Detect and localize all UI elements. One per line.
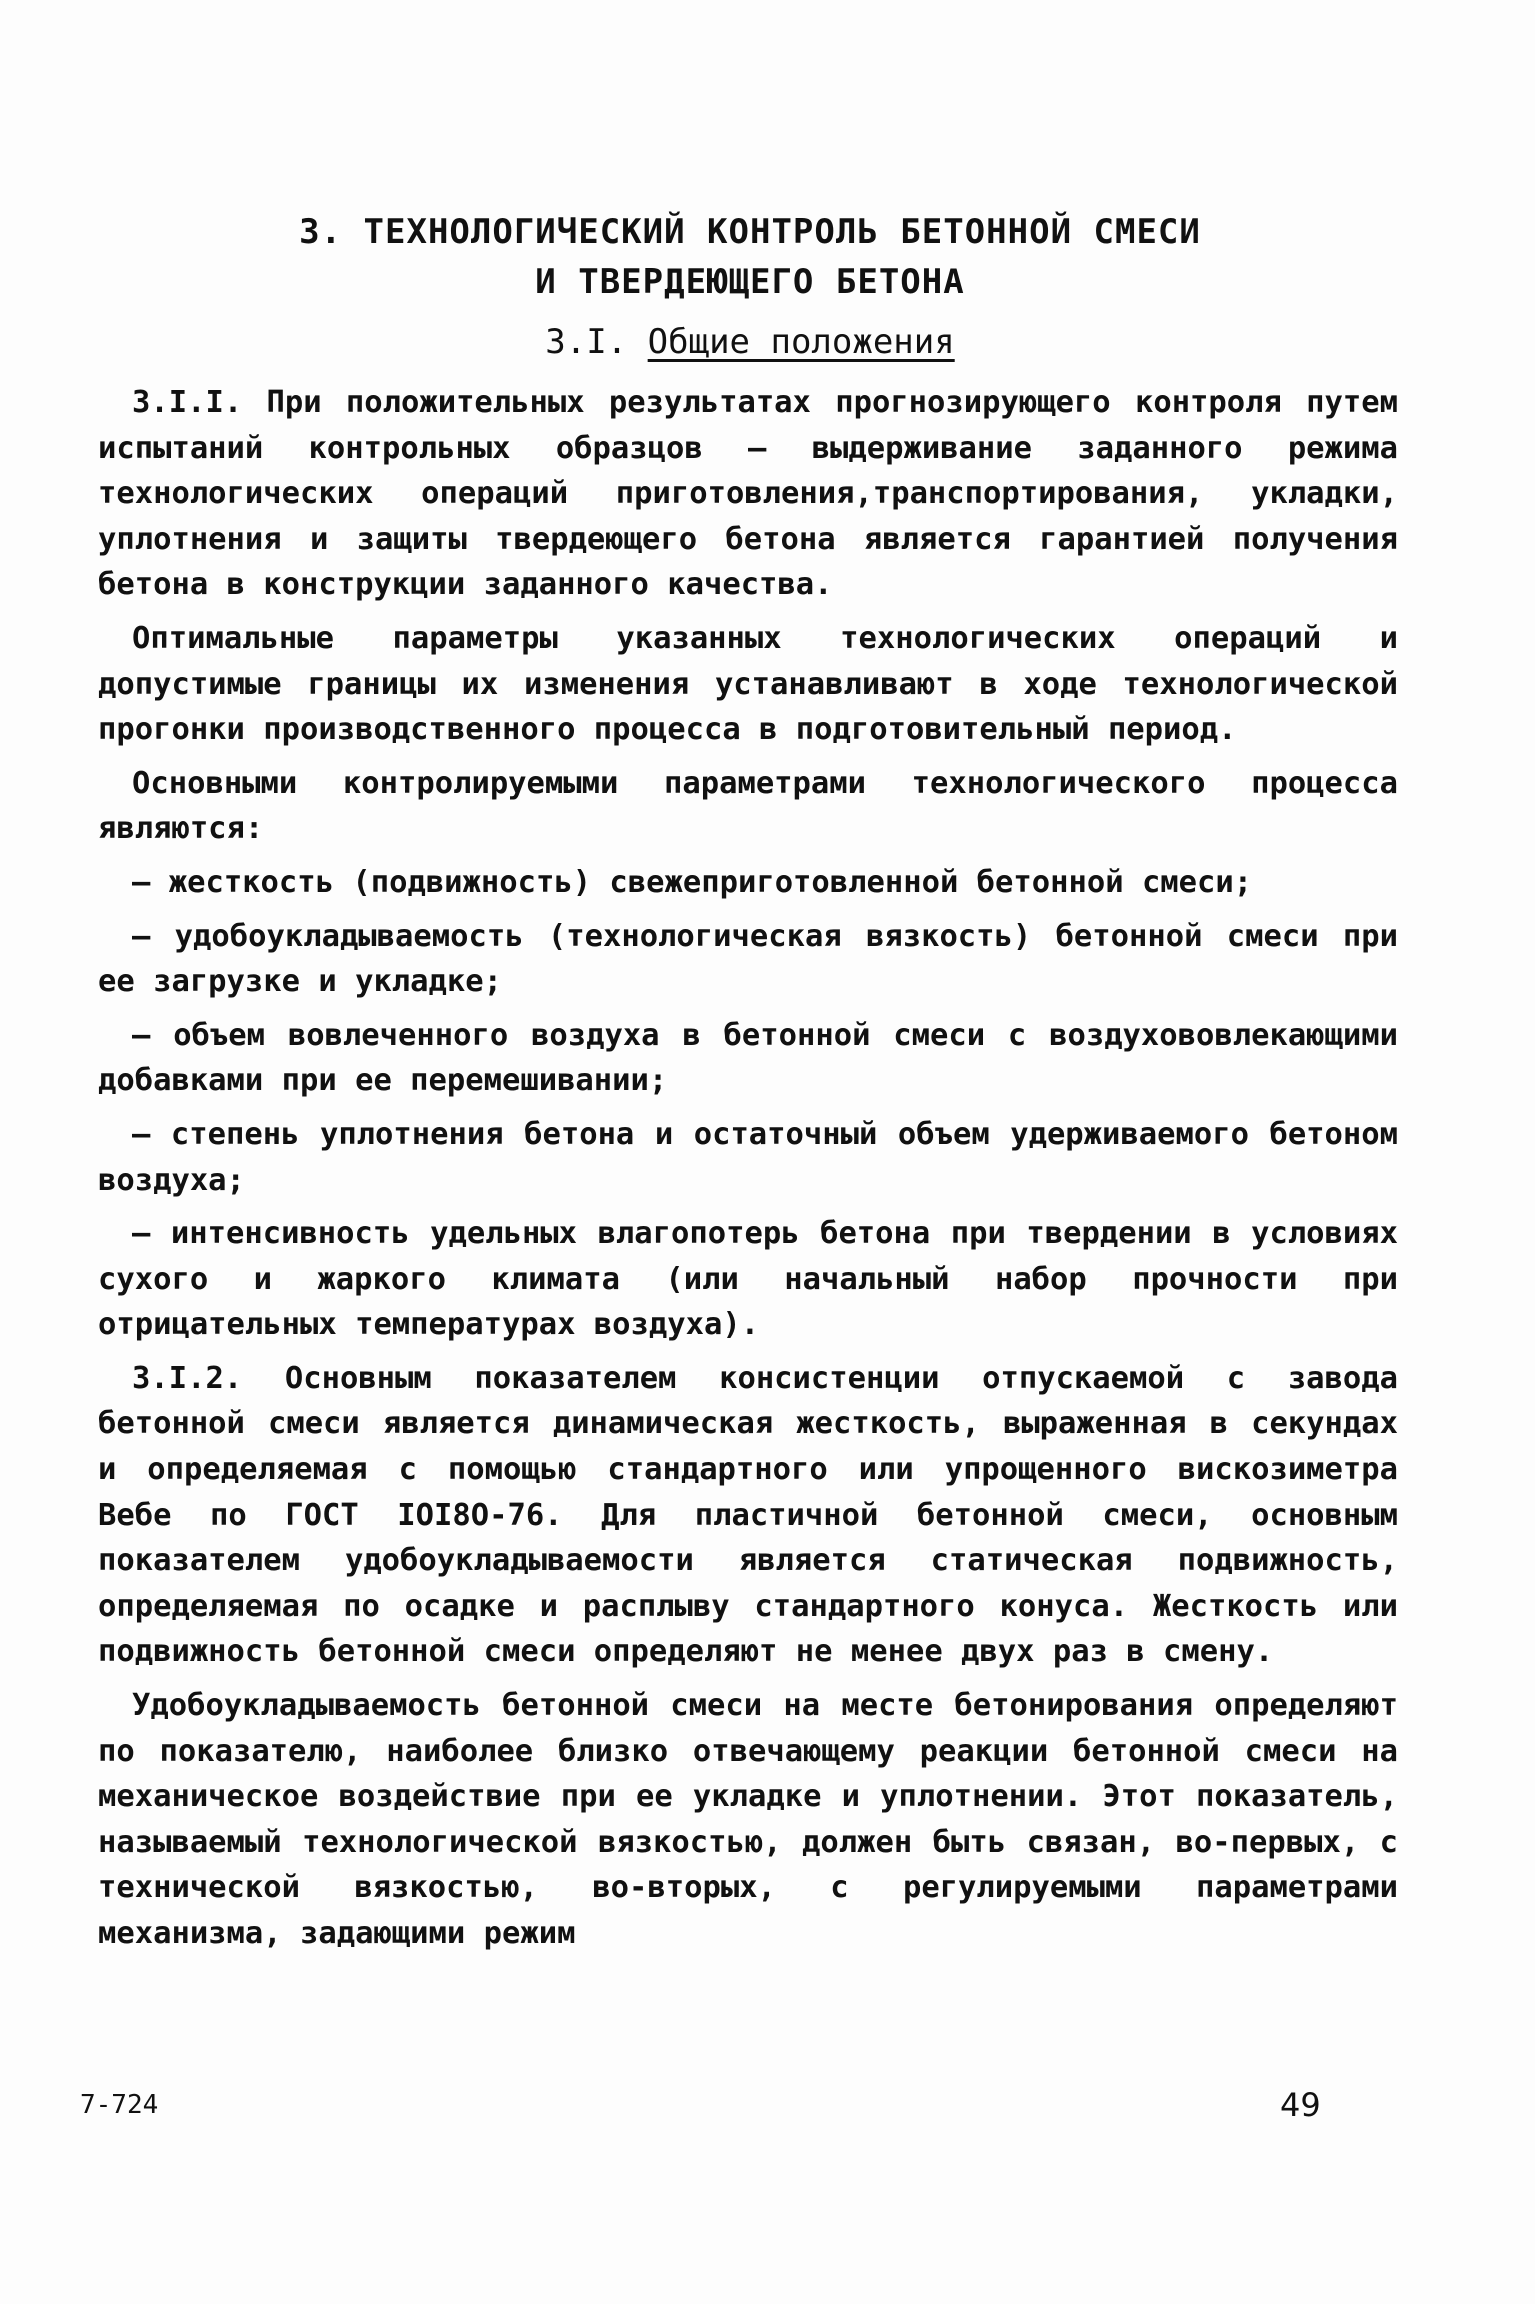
section-heading — [150, 318, 1350, 366]
section-title: Общие положения — [647, 322, 955, 362]
list-item-stiffness: – жесткость (подвижность) свежеприготовленной бетонной смеси; — [132, 864, 1253, 900]
body-text — [98, 380, 1398, 1965]
document-code: 7-724 — [80, 2090, 159, 2120]
page-number: 49 — [1280, 2086, 1321, 2124]
section-number: 3.I. — [545, 322, 628, 362]
chapter-title-line-1: 3. ТЕХНОЛОГИЧЕСКИЙ КОНТРОЛЬ БЕТОННОЙ СМЕСИ — [299, 212, 1201, 252]
paragraph-workability: Удобоукладываемость бетонной смеси на месте бетонирования определяют по показателю, наиболее близко отвечающему реакции бетонной смеси на механическое воздействие при ее укладке и уплотнении. Этот показатель, называемый технологической вязкостью, должен быть связан, во-первых, с технической вязкостью, во-вторых, с регулируемыми параметрами механизма, задающими режим — [98, 1688, 1398, 1951]
paragraph-optimal-parameters: Оптимальные параметры указанных технологических операций и допустимые границы их изменения устанавливают в ходе технологической прогонки производственного процесса в подготовительный период. — [98, 620, 1398, 748]
list-item-compaction: – степень уплотнения бетона и остаточный объем удерживаемого бетоном воздуха; — [98, 1116, 1398, 1198]
paragraph-3-1-1: 3.I.I. При положительных результатах прогнозирующего контроля путем испытаний контрольных образцов – выдерживание заданного режима технологических операций приготовления,транспортирования, укладки, уплотнения и защиты твердеющего бетона является гарантией получения бетона в конструкции заданного качества. — [98, 385, 1398, 603]
list-item-workability: – удобоукладываемость (технологическая вязкость) бетонной смеси при ее загрузке и укладке; — [98, 918, 1398, 1000]
list-item-air-volume: – объем вовлеченного воздуха в бетонной смеси с воздухововлекающими добавками при ее перемешивании; — [98, 1017, 1398, 1099]
paragraph-3-1-2: 3.I.2. Основным показателем консистенции отпускаемой с завода бетонной смеси является динамическая жесткость, выраженная в секундах и определяемая с помощью стандартного или упрощенного вискозиметра Вебе по ГОСТ IOI8O-76. Для пластичной бетонной смеси, основным показателем удобоукладываемости является статическая подвижность, определяемая по осадке и расплыву стандартного конуса. Жесткость или подвижность бетонной смеси определяют не менее двух раз в смену. — [98, 1360, 1398, 1670]
paragraph-controlled-parameters: Основными контролируемыми параметрами технологического процесса являются: — [98, 765, 1398, 847]
list-item-moisture-loss: – интенсивность удельных влагопотерь бетона при твердении в условиях сухого и жаркого климата (или начальный набор прочности при отрицательных температурах воздуха). — [98, 1216, 1398, 1343]
chapter-title-line-2: И ТВЕРДЕЮЩЕГО БЕТОНА — [535, 262, 965, 302]
